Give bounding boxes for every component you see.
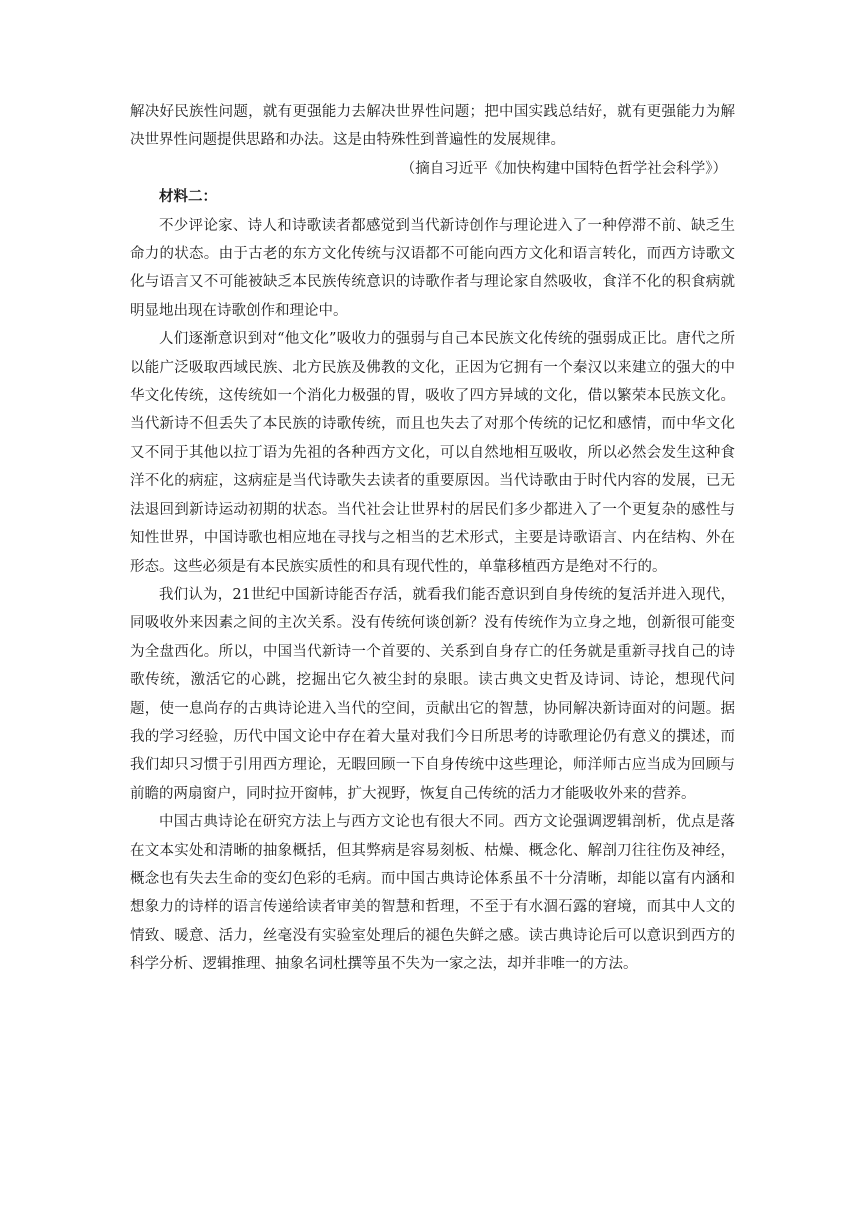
paragraph-methodology: 中国古典诗论在研究方法上与西方文论也有很大不同。西方文论强调逻辑剖析，优点是落在文本实处和清晰的抽象概括，但其弊病是容易刻板、枯燥、概念化、解剖刀往往伤及神经，概念也有失去生命的变幻色彩的毛病。而中国古典诗论体系虽不十分清晰，却能以富有内涵和想象力的诗样的语言传递给读者审美的智慧和哲理，不至于有水涸石露的窘境，而其中人文的情致、暖意、活力，丝毫没有实验室处理后的褪色失鲜之感。读古典诗论后可以意识到西方的科学分析、逻辑推理、抽象名词杜撰等虽不失为一家之法，却并非唯一的方法。	[130, 814, 735, 973]
paragraph-21st-century: 我们认为，21世纪中国新诗能否存活，就看我们能否意识到自身传统的复活并进入现代，同吸收外来因素之间的主次关系。没有传统何谈创新？没有传统作为立身之地，创新很可能变为全盘西化。所以，中国当代新诗一个首要的、关系到自身存亡的任务就是重新寻找自己的诗歌传统，激活它的心跳，挖掘出它久被尘封的泉眼。读古典文史哲及诗词、诗论，想现代问题，使一息尚存的古典诗论进入当代的空间，贡献出它的智慧，协同解决新诗面对的问题。据我的学习经验，历代中国文论中存在着大量对我们今日所思考的诗歌理论仍有意义的撰述，而我们却只习惯于引用西方理论，无暇回顾一下自身传统中这些理论，师洋师古应当成为回顾与前瞻的两扇窗户，同时拉开窗帏，扩大视野，恢复自己传统的活力才能吸收外来的营养。	[130, 586, 735, 802]
paragraph-stagnation: 不少评论家、诗人和诗歌读者都感觉到当代新诗创作与理论进入了一种停滞不前、缺乏生命力的状态。由于古老的东方文化传统与汉语都不可能向西方文化和语言转化，而西方诗歌文化与语言又不可能被缺乏本民族传统意识的诗歌作者与理论家自然吸收，食洋不化的积食病就明显地出现在诗歌创作和理论中。	[130, 217, 735, 319]
paragraph-conclusion: 解决好民族性问题，就有更强能力去解决世界性问题；把中国实践总结好，就有更强能力为解决世界性问题提供思路和办法。这是由特殊性到普遍性的发展规律。	[130, 104, 735, 149]
source-citation: （摘自习近平《加快构建中国特色哲学社会科学》）	[400, 160, 727, 177]
paragraph-tradition-strength: 人们逐渐意识到对“他文化”吸收力的强弱与自己本民族文化传统的强弱成正比。唐代之所以能广泛吸取西域民族、北方民族及佛教的文化，正因为它拥有一个秦汉以来建立的强大的中华文化传统，这传统如一个消化力极强的胃，吸收了四方异域的文化，借以繁荣本民族文化。当代新诗不但丢失了本民族的诗歌传统，而且也失去了对那个传统的记忆和感情，而中华文化又不同于其他以拉丁语为先祖的各种西方文化，可以自然地相互吸收，所以必然会发生这种食洋不化的病症，这病症是当代诗歌失去读者的重要原因。当代诗歌由于时代内容的发展，已无法退回到新诗运动初期的状态。当代社会让世界村的居民们多少都进入了一个更复杂的感性与知性世界，中国诗歌也相应地在寻找与之相当的艺术形式，主要是诗歌语言、内在结构、外在形态。这些必须是有本民族实质性的和具有现代性的，单靠移植西方是绝对不行的。	[130, 331, 735, 575]
material-two-heading: 材料二：	[159, 188, 217, 206]
